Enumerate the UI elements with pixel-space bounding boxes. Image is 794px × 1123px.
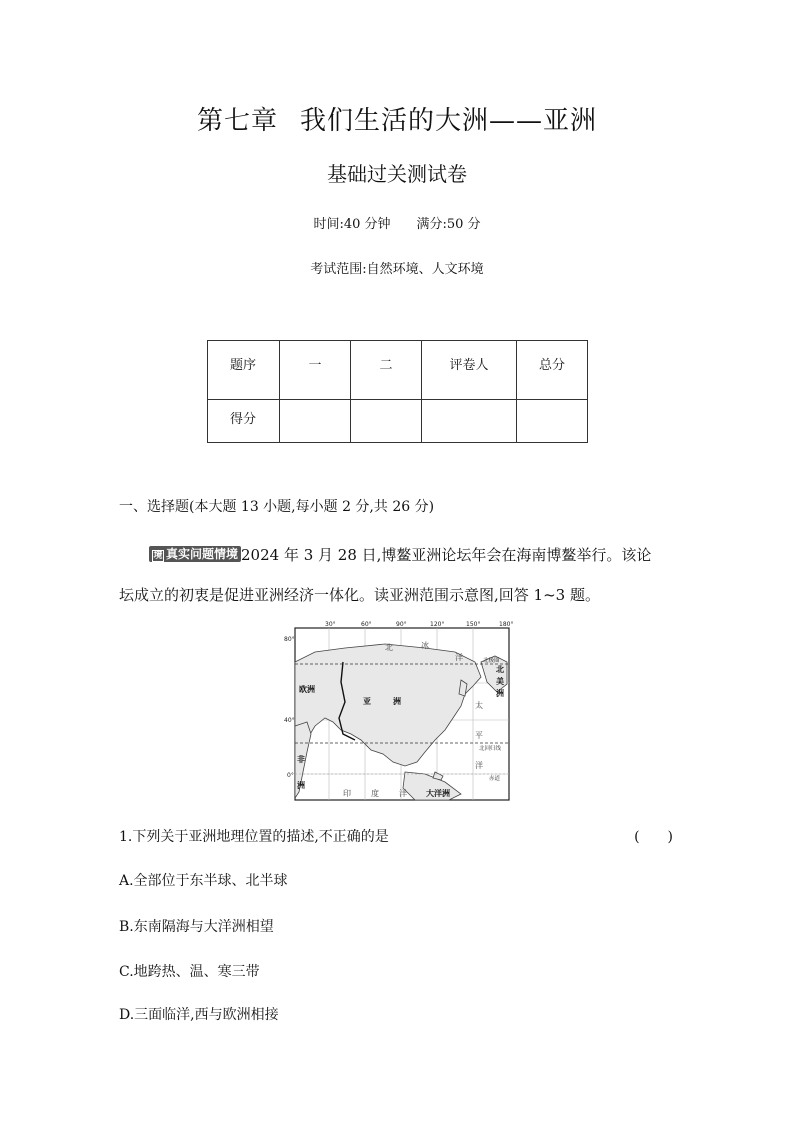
score-cell-1[interactable]	[280, 400, 351, 443]
label-north-america: 北	[496, 665, 504, 674]
label-africa: 非	[297, 755, 305, 764]
score-table-header: 评卷人	[422, 341, 517, 400]
label-asia: 亚	[363, 697, 371, 706]
scenario-icon: 境	[153, 551, 163, 561]
lat-label: 40°	[284, 717, 295, 724]
score-table-header: 一	[280, 341, 351, 400]
option-d[interactable]: D.三面临洋,西与欧洲相接	[119, 1007, 279, 1023]
scenario-tag: 境 真实问题情境	[149, 546, 241, 562]
label-pacific-ocean: 平	[475, 731, 485, 740]
option-a[interactable]: A.全部位于东半球、北半球	[119, 873, 288, 889]
label-tropic: 北回归线	[479, 746, 502, 752]
label-north-america: 美	[496, 677, 504, 686]
lon-label: 180°	[499, 621, 514, 628]
lon-label: 150°	[466, 621, 481, 628]
label-north-america: 洲	[496, 689, 504, 698]
label-asia: 洲	[393, 697, 401, 706]
asia-map	[284, 621, 514, 804]
section-heading: 一、选择题(本大题 13 小题,每小题 2 分,共 26 分)	[119, 499, 435, 515]
label-equator: 赤道	[489, 776, 501, 782]
score-table-header: 二	[351, 341, 422, 400]
label-arctic-circle: 北极圈	[483, 658, 500, 664]
label-pacific-ocean: 洋	[475, 761, 485, 770]
lon-label: 120°	[430, 621, 445, 628]
lon-label: 60°	[361, 621, 372, 628]
score-cell-grader[interactable]	[422, 400, 517, 443]
score-table-header: 总分	[517, 341, 588, 400]
score-row-label: 得分	[208, 400, 280, 443]
intro-text-1: 2024 年 3 月 28 日,博鳌亚洲论坛年会在海南博鳌举行。该论	[241, 546, 652, 564]
label-indian-ocean: 度	[371, 789, 381, 798]
chapter-title: 我们生活的大洲——亚洲	[300, 106, 598, 136]
label-pacific-ocean: 太	[475, 701, 485, 710]
intro-line-1	[119, 535, 679, 575]
question-intro	[119, 535, 679, 615]
score-cell-2[interactable]	[351, 400, 422, 443]
lat-label: 80°	[284, 636, 295, 643]
score-table-score-row	[208, 400, 588, 443]
exam-time: 时间:40 分钟	[313, 217, 391, 232]
label-africa: 洲	[297, 781, 305, 790]
intro-line-2: 坛成立的初衷是促进亚洲经济一体化。读亚洲范围示意图,回答 1~3 题。	[119, 586, 600, 604]
page-subtitle: 基础过关测试卷	[327, 162, 467, 186]
label-europe: 欧洲	[299, 685, 315, 694]
option-b[interactable]: B.东南隔海与大洋洲相望	[119, 919, 274, 935]
label-indian-ocean: 印	[343, 789, 353, 798]
answer-blank[interactable]: ( )	[634, 829, 673, 845]
lat-label: 0°	[287, 772, 294, 779]
option-c[interactable]: C.地跨热、温、寒三带	[119, 964, 260, 980]
label-arctic-ocean: 洋	[455, 653, 465, 662]
lon-label: 90°	[396, 621, 407, 628]
question-1	[119, 826, 679, 846]
lon-label: 30°	[325, 621, 336, 628]
question-1-stem: 1.下列关于亚洲地理位置的描述,不正确的是	[119, 829, 389, 845]
exam-meta	[0, 213, 794, 232]
exam-scope: 考试范围:自然环境、人文环境	[310, 262, 484, 277]
chapter-label: 第七章	[196, 106, 278, 136]
label-arctic-ocean: 北	[385, 643, 395, 652]
score-table-header-row	[208, 341, 588, 400]
label-arctic-ocean: 冰	[421, 641, 431, 650]
score-cell-total[interactable]	[517, 400, 588, 443]
score-table-header: 题序	[208, 341, 280, 400]
page-title	[0, 100, 794, 137]
label-oceania: 大洋洲	[426, 789, 450, 798]
score-table	[207, 340, 588, 443]
label-indian-ocean: 洋	[399, 789, 409, 798]
exam-full-score: 满分:50 分	[416, 217, 481, 232]
